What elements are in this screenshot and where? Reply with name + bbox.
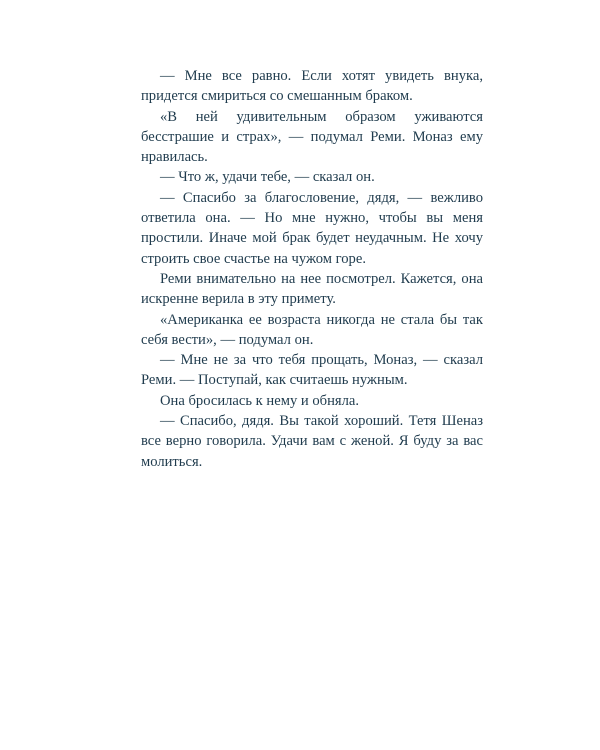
- page-body-text: [141, 66, 483, 472]
- paragraph-2: «В ней удивительным образом уживаются бесстрашие и страх», — подумал Реми. Моназ ему нравилась.: [141, 108, 483, 166]
- paragraph-8: Она бросилась к нему и обняла.: [160, 392, 360, 409]
- paragraph-9: — Спасибо, дядя. Вы такой хороший. Тетя Шеназ все верно говорила. Удачи вам с женой. Я буду за вас молиться.: [141, 413, 483, 470]
- paragraph-4: — Спасибо за благословение, дядя, — вежливо ответила она. — Но мне нужно, чтобы вы меня простили. Иначе мой брак будет неудачным. Не хочу строить свое счастье на чужом горе.: [141, 189, 483, 267]
- paragraph-3: — Что ж, удачи тебе, — сказал он.: [160, 169, 375, 186]
- paragraph-1: — Мне все равно. Если хотят увидеть внука, придется смириться со смешанным браком.: [141, 68, 483, 105]
- paragraph-5: Реми внимательно на нее посмотрел. Кажется, она искренне верила в эту примету.: [141, 270, 483, 308]
- paragraph-7: — Мне не за что тебя прощать, Моназ, — сказал Реми. — Поступай, как считаешь нужным.: [141, 352, 483, 389]
- paragraph-6: «Американка ее возраста никогда не стала бы так себя вести», — подумал он.: [141, 311, 483, 348]
